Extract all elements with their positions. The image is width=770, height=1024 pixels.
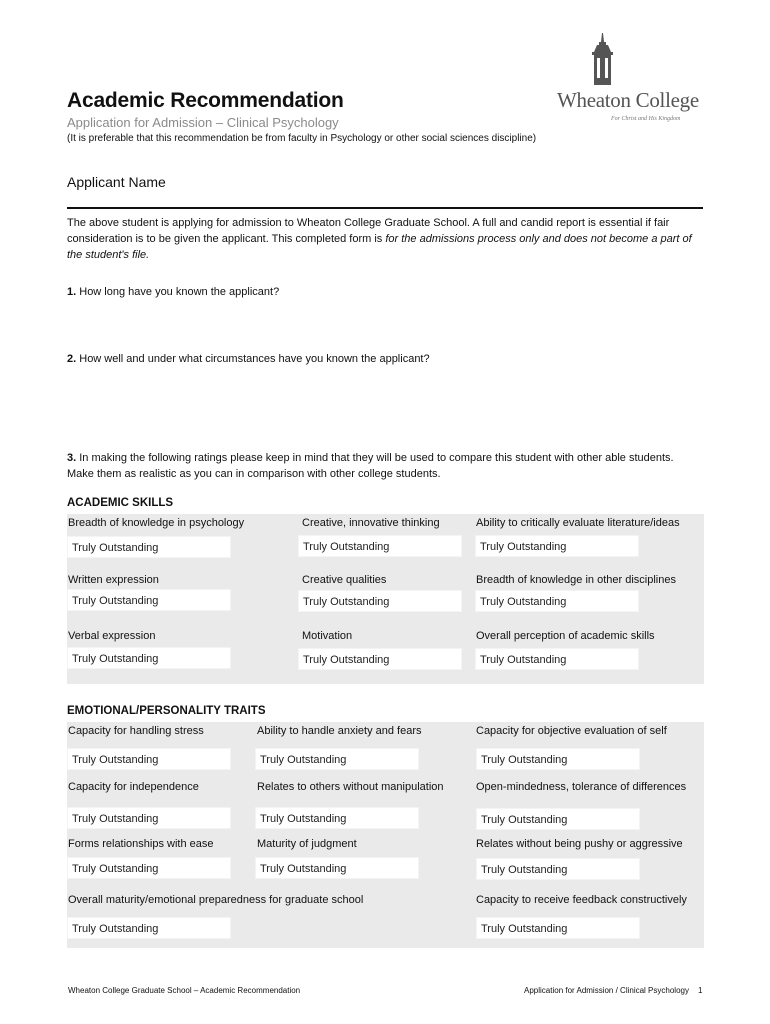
rating-label: Open-mindedness, tolerance of differences [476, 781, 687, 793]
question-text: How well and under what circumstances have you known the applicant? [76, 353, 430, 365]
rating-label: Forms relationships with ease [68, 838, 214, 850]
rating-select[interactable]: Truly Outstanding [255, 857, 419, 879]
rating-select[interactable]: Truly Outstanding [67, 857, 231, 879]
rating-label: Verbal expression [68, 630, 156, 642]
wheaton-college-tower-logo [554, 30, 708, 130]
question-number: 2. [67, 353, 77, 365]
rating-select[interactable]: Truly Outstanding [67, 748, 231, 770]
rating-select[interactable]: Truly Outstanding [255, 748, 419, 770]
academic-skills-heading: ACADEMIC SKILLS [67, 497, 174, 509]
logo-tagline: For Christ and His Kingdom [611, 116, 681, 122]
rating-label: Capacity to receive feedback constructively [476, 894, 687, 906]
rating-select[interactable]: Truly Outstanding [298, 535, 462, 557]
footer-right: Application for Admission / Clinical Psychology [524, 986, 689, 995]
rating-label: Capacity for independence [68, 781, 199, 793]
rating-select[interactable]: Truly Outstanding [476, 858, 640, 880]
rating-select[interactable]: Truly Outstanding [475, 535, 639, 557]
rating-select[interactable]: Truly Outstanding [298, 648, 462, 670]
rating-select[interactable]: Truly Outstanding [475, 590, 639, 612]
question-text: In making the following ratings please keep in mind that they will be used to compare this student with other able students. Make them as realistic as you can in comparison with other college students. [67, 452, 674, 480]
rating-label: Breadth of knowledge in other disciplines [476, 574, 676, 586]
question-3 [67, 450, 697, 482]
rating-label: Capacity for objective evaluation of self [476, 725, 667, 737]
rating-select[interactable]: Truly Outstanding [476, 808, 640, 830]
rating-select[interactable]: Truly Outstanding [298, 590, 462, 612]
emotional-traits-heading: EMOTIONAL/PERSONALITY TRAITS [67, 705, 266, 717]
rating-select[interactable]: Truly Outstanding [475, 648, 639, 670]
rating-label: Written expression [68, 574, 159, 586]
rating-label: Overall maturity/emotional preparedness for graduate school [68, 894, 364, 906]
rating-select[interactable]: Truly Outstanding [67, 589, 231, 611]
rating-label: Breadth of knowledge in psychology [68, 517, 245, 529]
rating-label: Capacity for handling stress [68, 725, 204, 737]
rating-select[interactable]: Truly Outstanding [67, 807, 231, 829]
divider [67, 207, 703, 209]
rating-select[interactable]: Truly Outstanding [67, 917, 231, 939]
rating-label: Ability to critically evaluate literature/ideas [476, 517, 680, 529]
applicant-name-label: Applicant Name [67, 174, 166, 190]
logo-name: Wheaton College [557, 88, 699, 112]
question-1 [67, 284, 697, 300]
question-2 [67, 351, 697, 367]
rating-select[interactable]: Truly Outstanding [67, 647, 231, 669]
page-number: 1 [698, 986, 703, 995]
question-number: 3. [67, 452, 77, 464]
rating-label: Creative qualities [302, 574, 387, 586]
rating-label: Creative, innovative thinking [302, 517, 440, 529]
rating-label: Motivation [302, 630, 353, 642]
preference-note: (It is preferable that this recommendation be from faculty in Psychology or other social sciences discipline) [67, 133, 537, 144]
rating-select[interactable]: Truly Outstanding [67, 536, 231, 558]
question-number: 1. [67, 286, 77, 298]
intro-italic: for the admissions process only and does not become a part of the student's file. [67, 233, 692, 261]
page-subtitle: Application for Admission – Clinical Psychology [67, 115, 339, 130]
rating-label: Overall perception of academic skills [476, 630, 655, 642]
page-title: Academic Recommendation [67, 89, 344, 112]
intro-paragraph [67, 215, 699, 263]
rating-label: Maturity of judgment [257, 838, 357, 850]
rating-select[interactable]: Truly Outstanding [255, 807, 419, 829]
rating-select[interactable]: Truly Outstanding [476, 917, 640, 939]
intro-text: The above student is applying for admission to Wheaton College Graduate School. A full and candid report is essential if fair consideration is to be given the applicant. This completed form is [67, 217, 670, 245]
rating-label: Relates to others without manipulation [257, 781, 444, 793]
footer-left: Wheaton College Graduate School – Academic Recommendation [68, 986, 301, 995]
rating-select[interactable]: Truly Outstanding [476, 748, 640, 770]
rating-label: Relates without being pushy or aggressive [476, 838, 683, 850]
rating-label: Ability to handle anxiety and fears [257, 725, 422, 737]
question-text: How long have you known the applicant? [76, 286, 280, 298]
